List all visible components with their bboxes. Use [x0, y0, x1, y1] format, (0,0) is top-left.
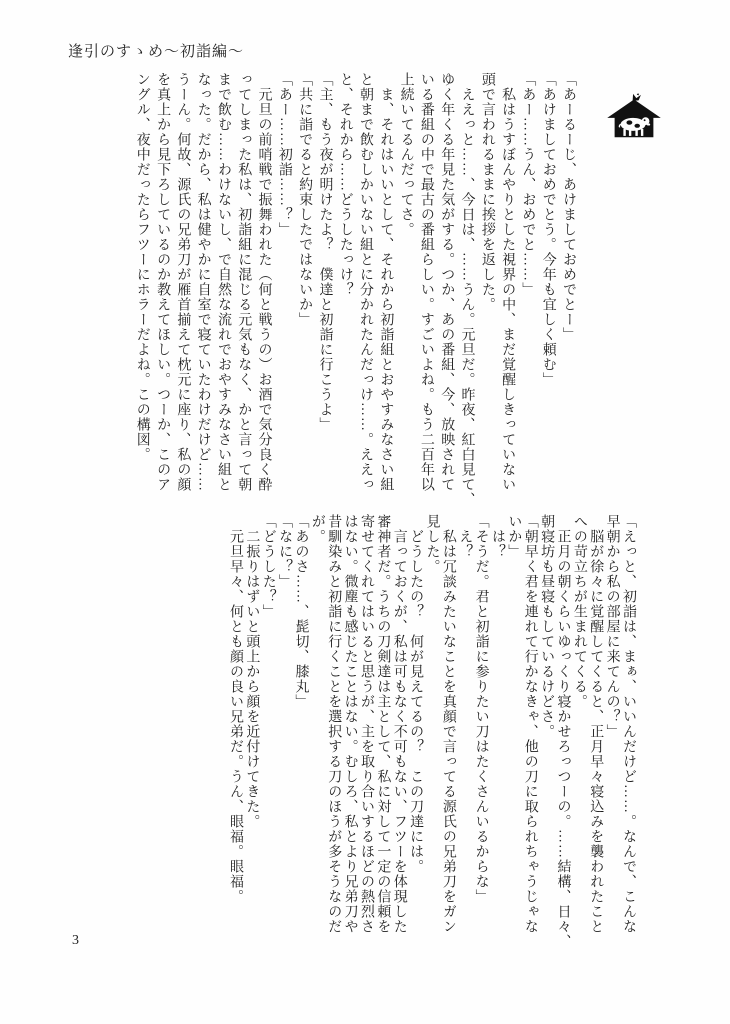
text-line: と、それから……どうしたっけ？ [337, 72, 353, 297]
text-line: いる番組の中で最古の番組らしい。すごいよね。もう二百年以 [418, 72, 434, 492]
text-line: 「どうした？」 [260, 514, 276, 619]
text-line: 「なに？」 [277, 514, 293, 589]
text-line: 私は冗談みたいなことを真顔で言ってる源氏の兄弟刀をガン [440, 514, 456, 934]
text-line: が。 [309, 514, 325, 544]
text-line: いか」 [506, 514, 522, 559]
text-line: はない。微塵も感じたことはない。むしろ、私とより兄弟刀や [342, 514, 358, 934]
text-line: 「あー……うん、おめでと……」 [520, 72, 536, 297]
text-line: 「あー……初詣……？」 [276, 72, 292, 237]
text-line: 「あけましておめでとう。今年も宜しく頼む」 [540, 72, 556, 387]
text-line: うーん。何故、源氏の兄弟刀が雁首揃えて枕元に座り、私の顔 [175, 72, 191, 492]
text-line: ま、それはいいとして、それから初詣組とおやすみなさい組 [378, 72, 394, 492]
text-line: 「あーるーじ、あけましておめでとー」 [561, 72, 576, 342]
text-line: 朝寝坊も昼寝もしているけどさ。 [539, 514, 555, 739]
text-line: 「あのさ……、髭切、膝丸」 [293, 514, 309, 709]
text-line: 早朝から私の部屋に来てんの？」 [604, 514, 620, 739]
text-line: まで飲む……わけないし、で自然な流れでおやすみなさい組と [215, 72, 231, 492]
text-line: どうしたの？ 何が見えてるの？ この刀達には。 [408, 514, 424, 874]
text-block-upper [131, 72, 578, 520]
text-line: 「えっと、初詣は、まぁ、いいんだけど……。なんで、こんな [621, 514, 636, 934]
text-line: 私はうすぼんやりとした視界の中、まだ覚醒しきっていない [500, 72, 516, 492]
text-line: ゆく年くる年見た気がする。つか、あの番組、今、放映されて [439, 72, 455, 492]
ox-in-stable-icon [606, 93, 662, 141]
text-line: 見した。 [424, 514, 440, 574]
text-line: を真上から見下ろしているのか教えてほしい。つーか、このア [155, 72, 171, 492]
text-line: への苛立ちが生まれてくる。 [571, 514, 587, 709]
text-line: え？ [457, 514, 473, 559]
text-block-lower [227, 514, 636, 964]
text-line: なった。だから、私は健やかに自室で寝ていたわけだけど…… [195, 72, 211, 492]
text-line: ングル、夜中だったらフツーにホラーだよね。この構図。 [134, 72, 150, 462]
text-line: 脳が徐々に覚醒してくると、正月早々寝込みを襲われたこと [588, 514, 604, 934]
text-line: 頭で言われるままに挨拶を返した。 [479, 72, 495, 312]
text-line: 上続いてるんだってさ。 [398, 72, 414, 237]
text-line: 二振りはずいと頭上から顔を近付けてきた。 [244, 514, 260, 829]
page-title: 逢引のすゝめ〜初詣編〜 [68, 44, 245, 60]
text-line: は？ [490, 514, 505, 559]
text-line: ええっと……、今日は、……うん。元旦だ。昨夜、紅白見て、 [459, 72, 475, 507]
text-line: 「朝早く君を連れて行かなきゃ、他の刀に取られちゃうじゃな [522, 514, 538, 934]
text-line: 言っておくが、私は可もなく不可もない、フツーを体現した [391, 514, 407, 934]
text-line: ってしまった私は、初詣組に混じる元気もなく、かと言って朝 [236, 72, 252, 492]
text-line: 審神者だ。うちの刀剣達は主として、私に対して一定の信頼を [375, 514, 391, 934]
text-line: 元旦早々、何とも顔の良い兄弟だ。うん、眼福。眼福。 [228, 514, 243, 904]
text-line: と朝まで飲むしかいない組とに分かれたんだっけ……。ええっ [358, 72, 374, 492]
text-line: 元旦の前哨戦で振舞われた（何と戦うの）お酒で気分良く酔 [256, 72, 272, 492]
text-line: 正月の朝くらいゆっくり寝かせろっつーの。……結構、日々、 [555, 514, 571, 949]
text-line: 昔馴染みと初詣に行くことを選択する刀のほうが多そうなのだ [326, 514, 342, 934]
text-line: 「共に詣でると約束したではないか」 [297, 72, 313, 327]
text-line: 寄せてくれてはいると思うが、主を取り合いするほどの熱烈さ [359, 514, 374, 934]
text-line: 「主、もう夜が明けたよ？ 僕達と初詣に行こうよ」 [317, 72, 333, 432]
page-number: 3 [72, 933, 79, 948]
text-line: 「そうだ。君と初詣に参りたい刀はたくさんいるからな」 [473, 514, 489, 904]
